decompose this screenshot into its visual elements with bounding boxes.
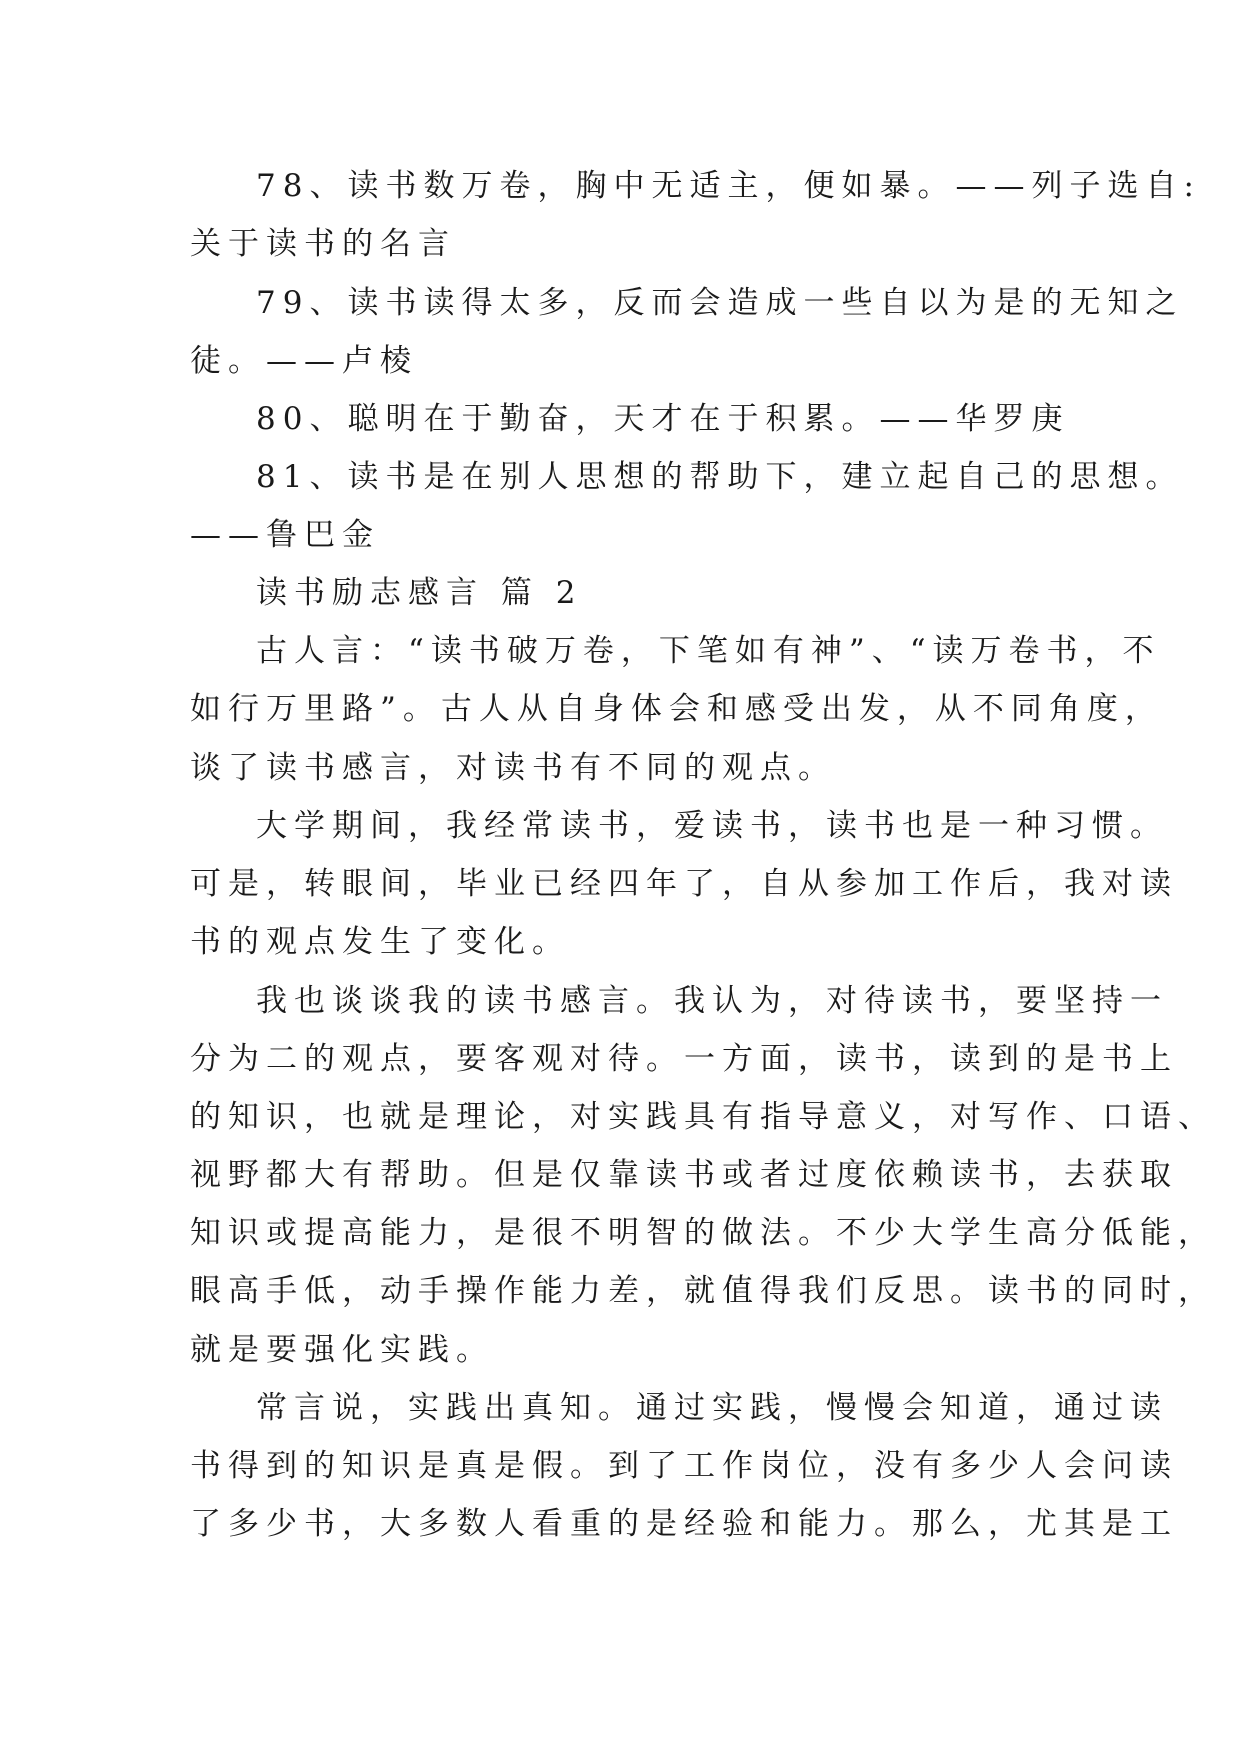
section-heading: 读书励志感言 篇 2: [256, 575, 583, 611]
text-line: 书得到的知识是真是假。到了工作岗位，没有多少人会问读: [190, 1448, 1178, 1484]
text-line: ——鲁巴金: [190, 517, 380, 553]
text-line: 80、聪明在于勤奋，天才在于积累。——华罗庚: [256, 401, 1070, 437]
text-line: 常言说，实践出真知。通过实践，慢慢会知道，通过读: [256, 1390, 1168, 1426]
text-line: 分为二的观点，要客观对待。一方面，读书，读到的是书上: [190, 1041, 1178, 1077]
text-line: 我也谈谈我的读书感言。我认为，对待读书，要坚持一: [256, 983, 1168, 1019]
text-line: 谈了读书感言，对读书有不同的观点。: [190, 750, 836, 786]
text-line: 视野都大有帮助。但是仅靠读书或者过度依赖读书，去获取: [190, 1157, 1178, 1193]
text-line: 古人言：“读书破万卷，下笔如有神”、“读万卷书，不: [256, 633, 1161, 669]
text-line: 徒。——卢棱: [190, 343, 418, 379]
text-line: 79、读书读得太多，反而会造成一些自以为是的无知之: [256, 285, 1184, 321]
text-line: 的知识，也就是理论，对实践具有指导意义，对写作、口语、: [190, 1099, 1216, 1135]
text-line: 81、读书是在别人思想的帮助下，建立起自己的思想。: [256, 459, 1184, 495]
text-line: 可是，转眼间，毕业已经四年了，自从参加工作后，我对读: [190, 866, 1178, 902]
text-line: 就是要强化实践。: [190, 1332, 494, 1368]
text-line: 了多少书，大多数人看重的是经验和能力。那么，尤其是工: [190, 1506, 1178, 1542]
text-line: 如行万里路”。古人从自身体会和感受出发，从不同角度，: [190, 691, 1163, 727]
text-line: 78、读书数万卷，胸中无适主，便如暴。——列子选自:: [256, 168, 1201, 204]
text-line: 大学期间，我经常读书，爱读书，读书也是一种习惯。: [256, 808, 1168, 844]
text-line: 知识或提高能力，是很不明智的做法。不少大学生高分低能，: [190, 1215, 1216, 1251]
text-line: 书的观点发生了变化。: [190, 924, 570, 960]
text-line: 眼高手低，动手操作能力差，就值得我们反思。读书的同时，: [190, 1273, 1216, 1309]
text-line: 关于读书的名言: [190, 226, 456, 262]
